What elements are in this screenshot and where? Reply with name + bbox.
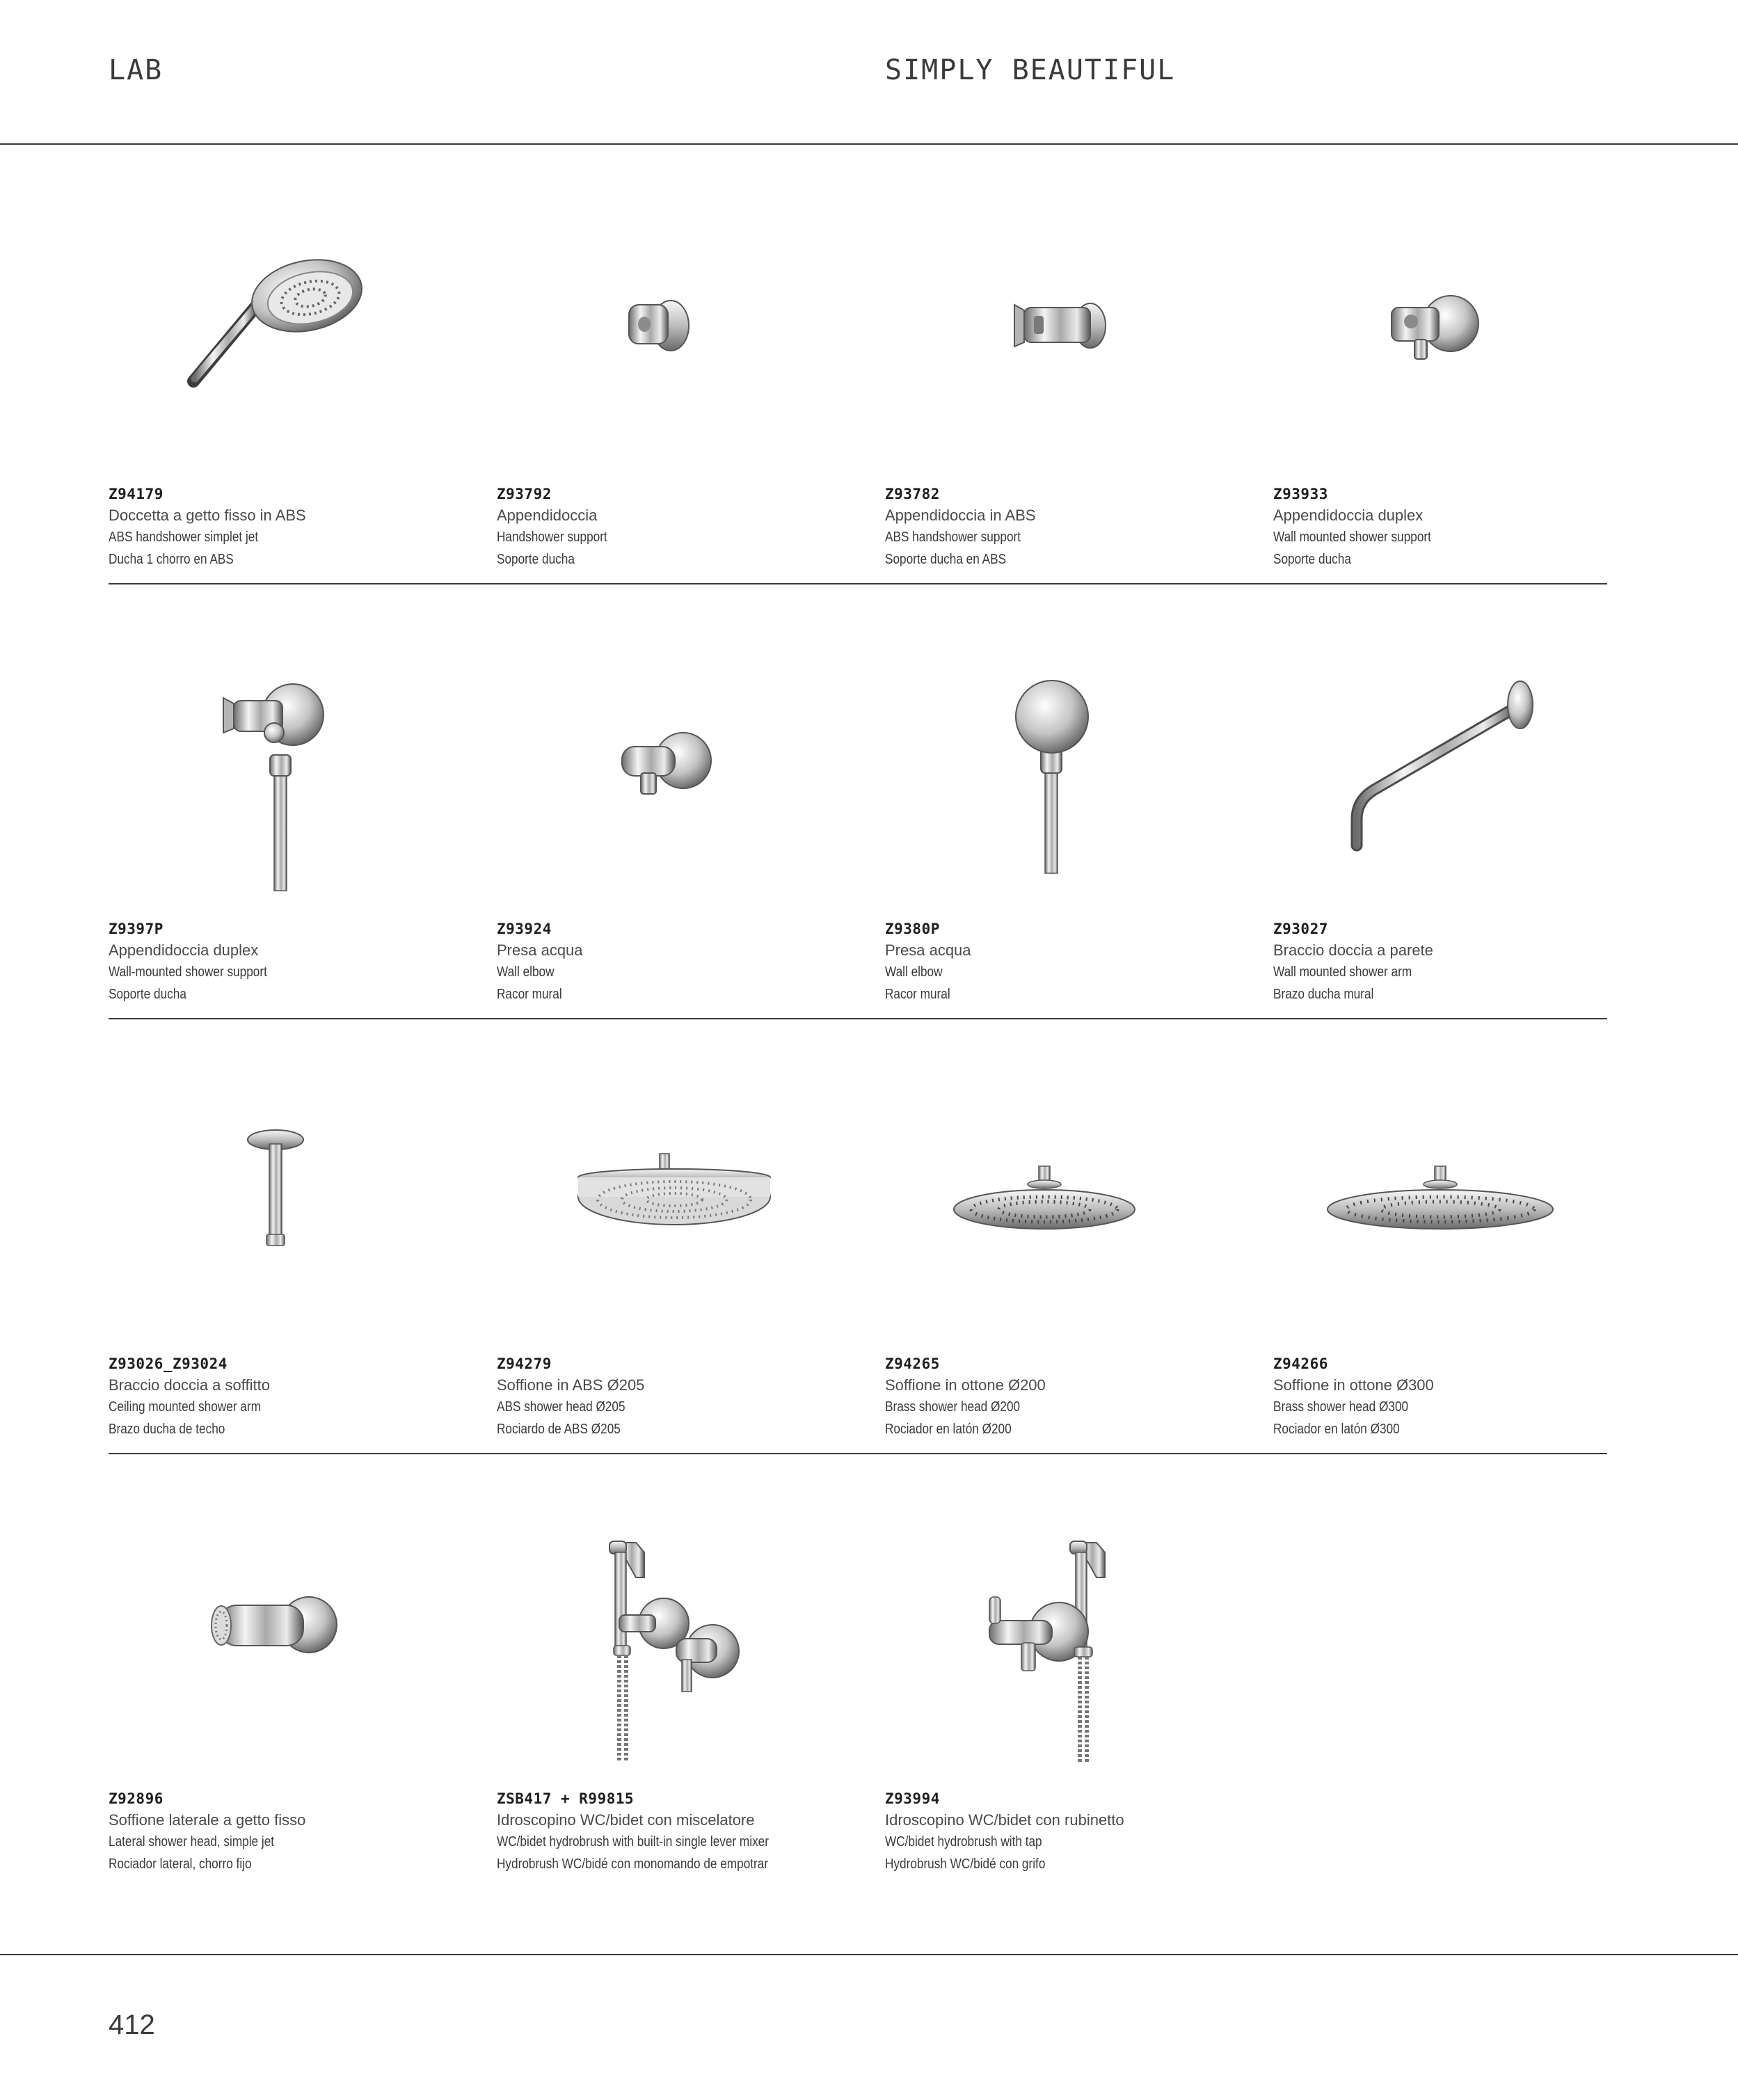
- product-name-en: WC/bidet hydrobrush with built-in single lever mixer: [497, 1834, 769, 1850]
- row-divider: [109, 1018, 1607, 1019]
- product-name-es: Rociador en latón Ø300: [1273, 1422, 1400, 1437]
- product-name-en: ABS handshower support: [885, 530, 1021, 545]
- product-name-it: Doccetta a getto fisso in ABS: [109, 507, 306, 524]
- product-name-it: Braccio doccia a soffitto: [109, 1376, 270, 1394]
- product-name-en: Handshower support: [497, 530, 607, 545]
- handshower-icon: [109, 223, 484, 459]
- page-number: 412: [109, 2010, 155, 2040]
- product-code: Z93026_Z93024: [109, 1355, 228, 1372]
- product-name-es: Racor mural: [885, 987, 950, 1002]
- product-name-es: Hydrobrush WC/bidé con monomando de empotrar: [497, 1856, 769, 1872]
- product-name-es: Soporte ducha: [109, 987, 186, 1002]
- product-code: Z93792: [497, 486, 552, 502]
- lateral-jet-icon: [109, 1527, 484, 1764]
- row-divider: [109, 583, 1607, 584]
- product-name-en: Wall-mounted shower support: [109, 964, 267, 980]
- product-name-es: Soporte ducha en ABS: [885, 552, 1007, 567]
- product-code: Z93782: [885, 486, 940, 502]
- duplex-holder-pipe-icon: [109, 658, 484, 894]
- wall-elbow-icon: [497, 658, 872, 894]
- product-name-it: Appendidoccia: [497, 507, 598, 524]
- product-code: Z93933: [1273, 486, 1328, 502]
- duplex-holder-icon: [1273, 223, 1649, 459]
- product-name-es: Brazo ducha de techo: [109, 1422, 225, 1437]
- tagline: SIMPLY BEAUTIFUL: [885, 54, 1176, 86]
- product-name-it: Soffione in ottone Ø300: [1273, 1376, 1434, 1394]
- product-name-en: ABS handshower simplet jet: [109, 530, 259, 545]
- ceiling-arm-icon: [109, 1092, 484, 1329]
- product-name-en: Ceiling mounted shower arm: [109, 1399, 261, 1415]
- footer-divider: [0, 1954, 1738, 1955]
- product-name-en: Wall mounted shower arm: [1273, 964, 1412, 980]
- product-name-en: Lateral shower head, simple jet: [109, 1834, 275, 1850]
- product-name-en: Wall elbow: [497, 964, 555, 980]
- shower-holder-icon: [497, 223, 872, 459]
- product-name-it: Braccio doccia a parete: [1273, 941, 1433, 959]
- product-name-it: Soffione in ottone Ø200: [885, 1376, 1046, 1394]
- product-name-it: Idroscopino WC/bidet con rubinetto: [885, 1811, 1124, 1829]
- product-name-es: Rociador en latón Ø200: [885, 1422, 1012, 1437]
- product-code: Z92896: [109, 1790, 164, 1807]
- product-name-en: Brass shower head Ø300: [1273, 1399, 1409, 1415]
- product-name-it: Presa acqua: [497, 941, 583, 959]
- hydrobrush-mixer-icon: [497, 1527, 872, 1764]
- product-code: Z94266: [1273, 1355, 1328, 1372]
- product-name-es: Rociador lateral, chorro fijo: [109, 1856, 252, 1872]
- product-name-en: WC/bidet hydrobrush with tap: [885, 1834, 1042, 1850]
- product-name-it: Idroscopino WC/bidet con miscelatore: [497, 1811, 755, 1829]
- row-divider: [109, 1453, 1607, 1454]
- product-name-es: Brazo ducha mural: [1273, 987, 1374, 1002]
- product-name-it: Appendidoccia in ABS: [885, 507, 1036, 524]
- product-name-es: Rociardo de ABS Ø205: [497, 1422, 621, 1437]
- product-code: Z9380P: [885, 921, 940, 937]
- shower-head-200-icon: [885, 1092, 1261, 1329]
- product-code: ZSB417 + R99815: [497, 1790, 635, 1807]
- product-code: Z93924: [497, 921, 552, 937]
- product-name-it: Soffione in ABS Ø205: [497, 1376, 645, 1394]
- product-code: Z93994: [885, 1790, 940, 1807]
- shower-head-300-icon: [1273, 1092, 1649, 1329]
- product-name-en: Wall elbow: [885, 964, 943, 980]
- product-name-en: ABS shower head Ø205: [497, 1399, 625, 1415]
- header-divider: [0, 143, 1738, 145]
- product-name-it: Appendidoccia duplex: [109, 941, 259, 959]
- product-code: Z9397P: [109, 921, 164, 937]
- shower-head-abs-icon: [497, 1092, 872, 1329]
- product-name-es: Hydrobrush WC/bidé con grifo: [885, 1856, 1046, 1872]
- product-name-it: Soffione laterale a getto fisso: [109, 1811, 306, 1829]
- product-name-es: Racor mural: [497, 987, 562, 1002]
- product-code: Z93027: [1273, 921, 1328, 937]
- product-name-it: Appendidoccia duplex: [1273, 507, 1424, 524]
- section-title: LAB: [109, 54, 164, 86]
- product-name-en: Wall mounted shower support: [1273, 530, 1431, 545]
- product-code: Z94279: [497, 1355, 552, 1372]
- product-name-en: Brass shower head Ø200: [885, 1399, 1021, 1415]
- product-name-es: Ducha 1 chorro en ABS: [109, 552, 234, 567]
- product-name-es: Soporte ducha: [497, 552, 575, 567]
- hydrobrush-tap-icon: [885, 1527, 1261, 1764]
- product-name-es: Soporte ducha: [1273, 552, 1351, 567]
- product-code: Z94179: [109, 486, 164, 502]
- product-code: Z94265: [885, 1355, 940, 1372]
- shower-arm-icon: [1273, 658, 1649, 894]
- product-name-it: Presa acqua: [885, 941, 971, 959]
- wall-elbow-pipe-icon: [885, 658, 1261, 894]
- shower-holder-abs-icon: [885, 223, 1261, 459]
